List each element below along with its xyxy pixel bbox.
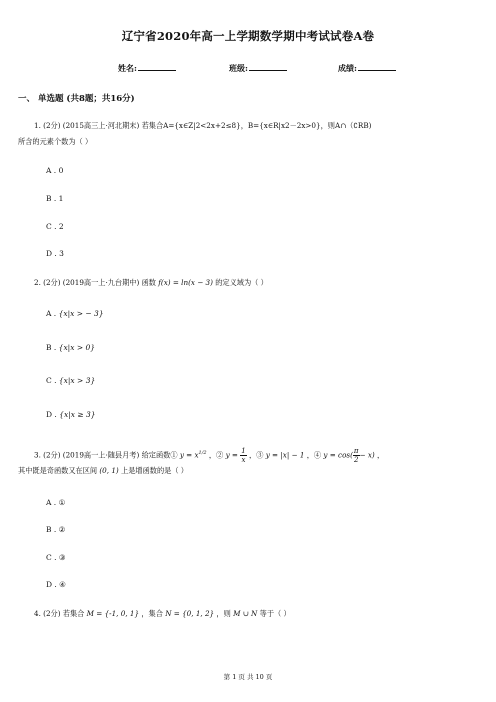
score-blank[interactable] xyxy=(358,63,396,71)
q3-f1-exp: 1/2 xyxy=(198,450,207,457)
q2-option-b-expr: {x|x > 0} xyxy=(58,343,96,352)
q2-option-b-letter: B . xyxy=(46,343,57,352)
q3-line2-post: 上是增函数的是（ ） xyxy=(121,466,188,475)
q2-option-d-letter: D . xyxy=(46,410,57,419)
q3-prefix: 3. (2分) (2019高一上·随县月考) 给定函数① xyxy=(34,450,178,460)
q2-option-c[interactable] xyxy=(46,376,95,385)
score-field[interactable] xyxy=(338,63,396,74)
q2-prefix: 2. (2分) (2019高一上·九台期中) 函数 xyxy=(34,278,156,287)
exam-title: 辽宁省2020年高一上学期数学期中考试试卷A卷 xyxy=(121,29,375,43)
q3-f1: y = x xyxy=(179,450,199,460)
q3-end: ， xyxy=(376,450,385,460)
q3-f4-den: 2 xyxy=(353,456,359,464)
class-blank[interactable] xyxy=(249,63,287,71)
name-blank[interactable] xyxy=(138,63,176,71)
q4-union: M ∪ N xyxy=(233,609,258,618)
q2-option-a-expr: {x|x > − 3} xyxy=(58,309,104,318)
q3-f4-pre: y = cos( xyxy=(323,450,353,460)
q3-line2-pre: 其中既是奇函数又在区间 xyxy=(18,466,98,475)
q2-option-d-expr: {x|x ≥ 3} xyxy=(59,410,96,419)
class-field[interactable] xyxy=(229,63,287,74)
q3-f2-y: y = xyxy=(225,450,238,460)
q4-set-m: M = {-1, 0, 1} xyxy=(86,609,140,618)
section-heading: 一、 单选题 (共8题；共16分) xyxy=(18,94,135,104)
q2-option-a-letter: A . xyxy=(46,309,57,318)
q3-f4-post: − x) xyxy=(359,450,375,460)
q3-f4-fraction xyxy=(353,447,360,464)
name-label: 姓名: xyxy=(118,63,137,73)
q3-f3: y = |x| − 1 xyxy=(265,450,305,460)
q2-option-c-letter: C . xyxy=(46,376,57,385)
q2-option-d[interactable] xyxy=(46,410,96,419)
q1-option-a[interactable]: A . 0 xyxy=(46,166,64,175)
q2-option-a[interactable] xyxy=(46,309,104,318)
question-1-line1: 1. (2分) (2015高三上·河北期末) 若集合A={x∈Z|2<2x+2≤8}，B={x∈R|x2－2x>0}，则A∩（∁RB) xyxy=(34,121,372,130)
class-label: 班级: xyxy=(229,63,248,73)
q2-option-c-expr: {x|x > 3} xyxy=(58,376,96,385)
q3-sep2: ，② xyxy=(208,450,224,460)
q3-sep4: ，④ xyxy=(306,450,322,460)
q3-option-a[interactable]: A . ① xyxy=(46,498,66,507)
q3-option-c[interactable]: C . ③ xyxy=(46,553,66,562)
question-2 xyxy=(34,276,474,289)
q1-option-c[interactable]: C . 2 xyxy=(46,222,64,231)
q3-interval: (0, 1) xyxy=(99,466,119,475)
q4-suffix: 等于（ ） xyxy=(259,609,291,618)
q3-option-b[interactable]: B . ② xyxy=(46,525,66,534)
q4-mid: ，集合 xyxy=(141,609,163,618)
q4-prefix: 4. (2分) 若集合 xyxy=(34,609,85,618)
page-footer: 第 1 页 共 10 页 xyxy=(223,673,273,681)
question-4 xyxy=(34,607,474,620)
score-label: 成绩: xyxy=(338,63,357,73)
question-3-line1 xyxy=(34,447,474,464)
q2-option-b[interactable] xyxy=(46,343,95,352)
q3-f4-num: π xyxy=(353,447,359,455)
q3-f2-fraction xyxy=(240,447,246,464)
question-1-line2: 所含的元素个数为（ ） xyxy=(18,137,93,146)
q3-sep3: ，③ xyxy=(249,450,264,460)
q1-option-d[interactable]: D . 3 xyxy=(46,249,64,258)
q1-option-b[interactable]: B . 1 xyxy=(46,194,64,203)
q4-set-n: N = {0, 1, 2} xyxy=(165,609,215,618)
q2-formula: f(x) = ln(x − 3) xyxy=(158,278,213,287)
name-field[interactable] xyxy=(118,63,176,74)
q4-mid2: ，则 xyxy=(216,609,231,618)
q3-option-d[interactable]: D . ④ xyxy=(46,580,66,589)
q3-f2-den: x xyxy=(241,456,246,464)
q3-f2-num: 1 xyxy=(241,447,246,455)
question-3-line2 xyxy=(18,466,188,476)
q2-suffix: 的定义域为（ ） xyxy=(215,278,268,287)
